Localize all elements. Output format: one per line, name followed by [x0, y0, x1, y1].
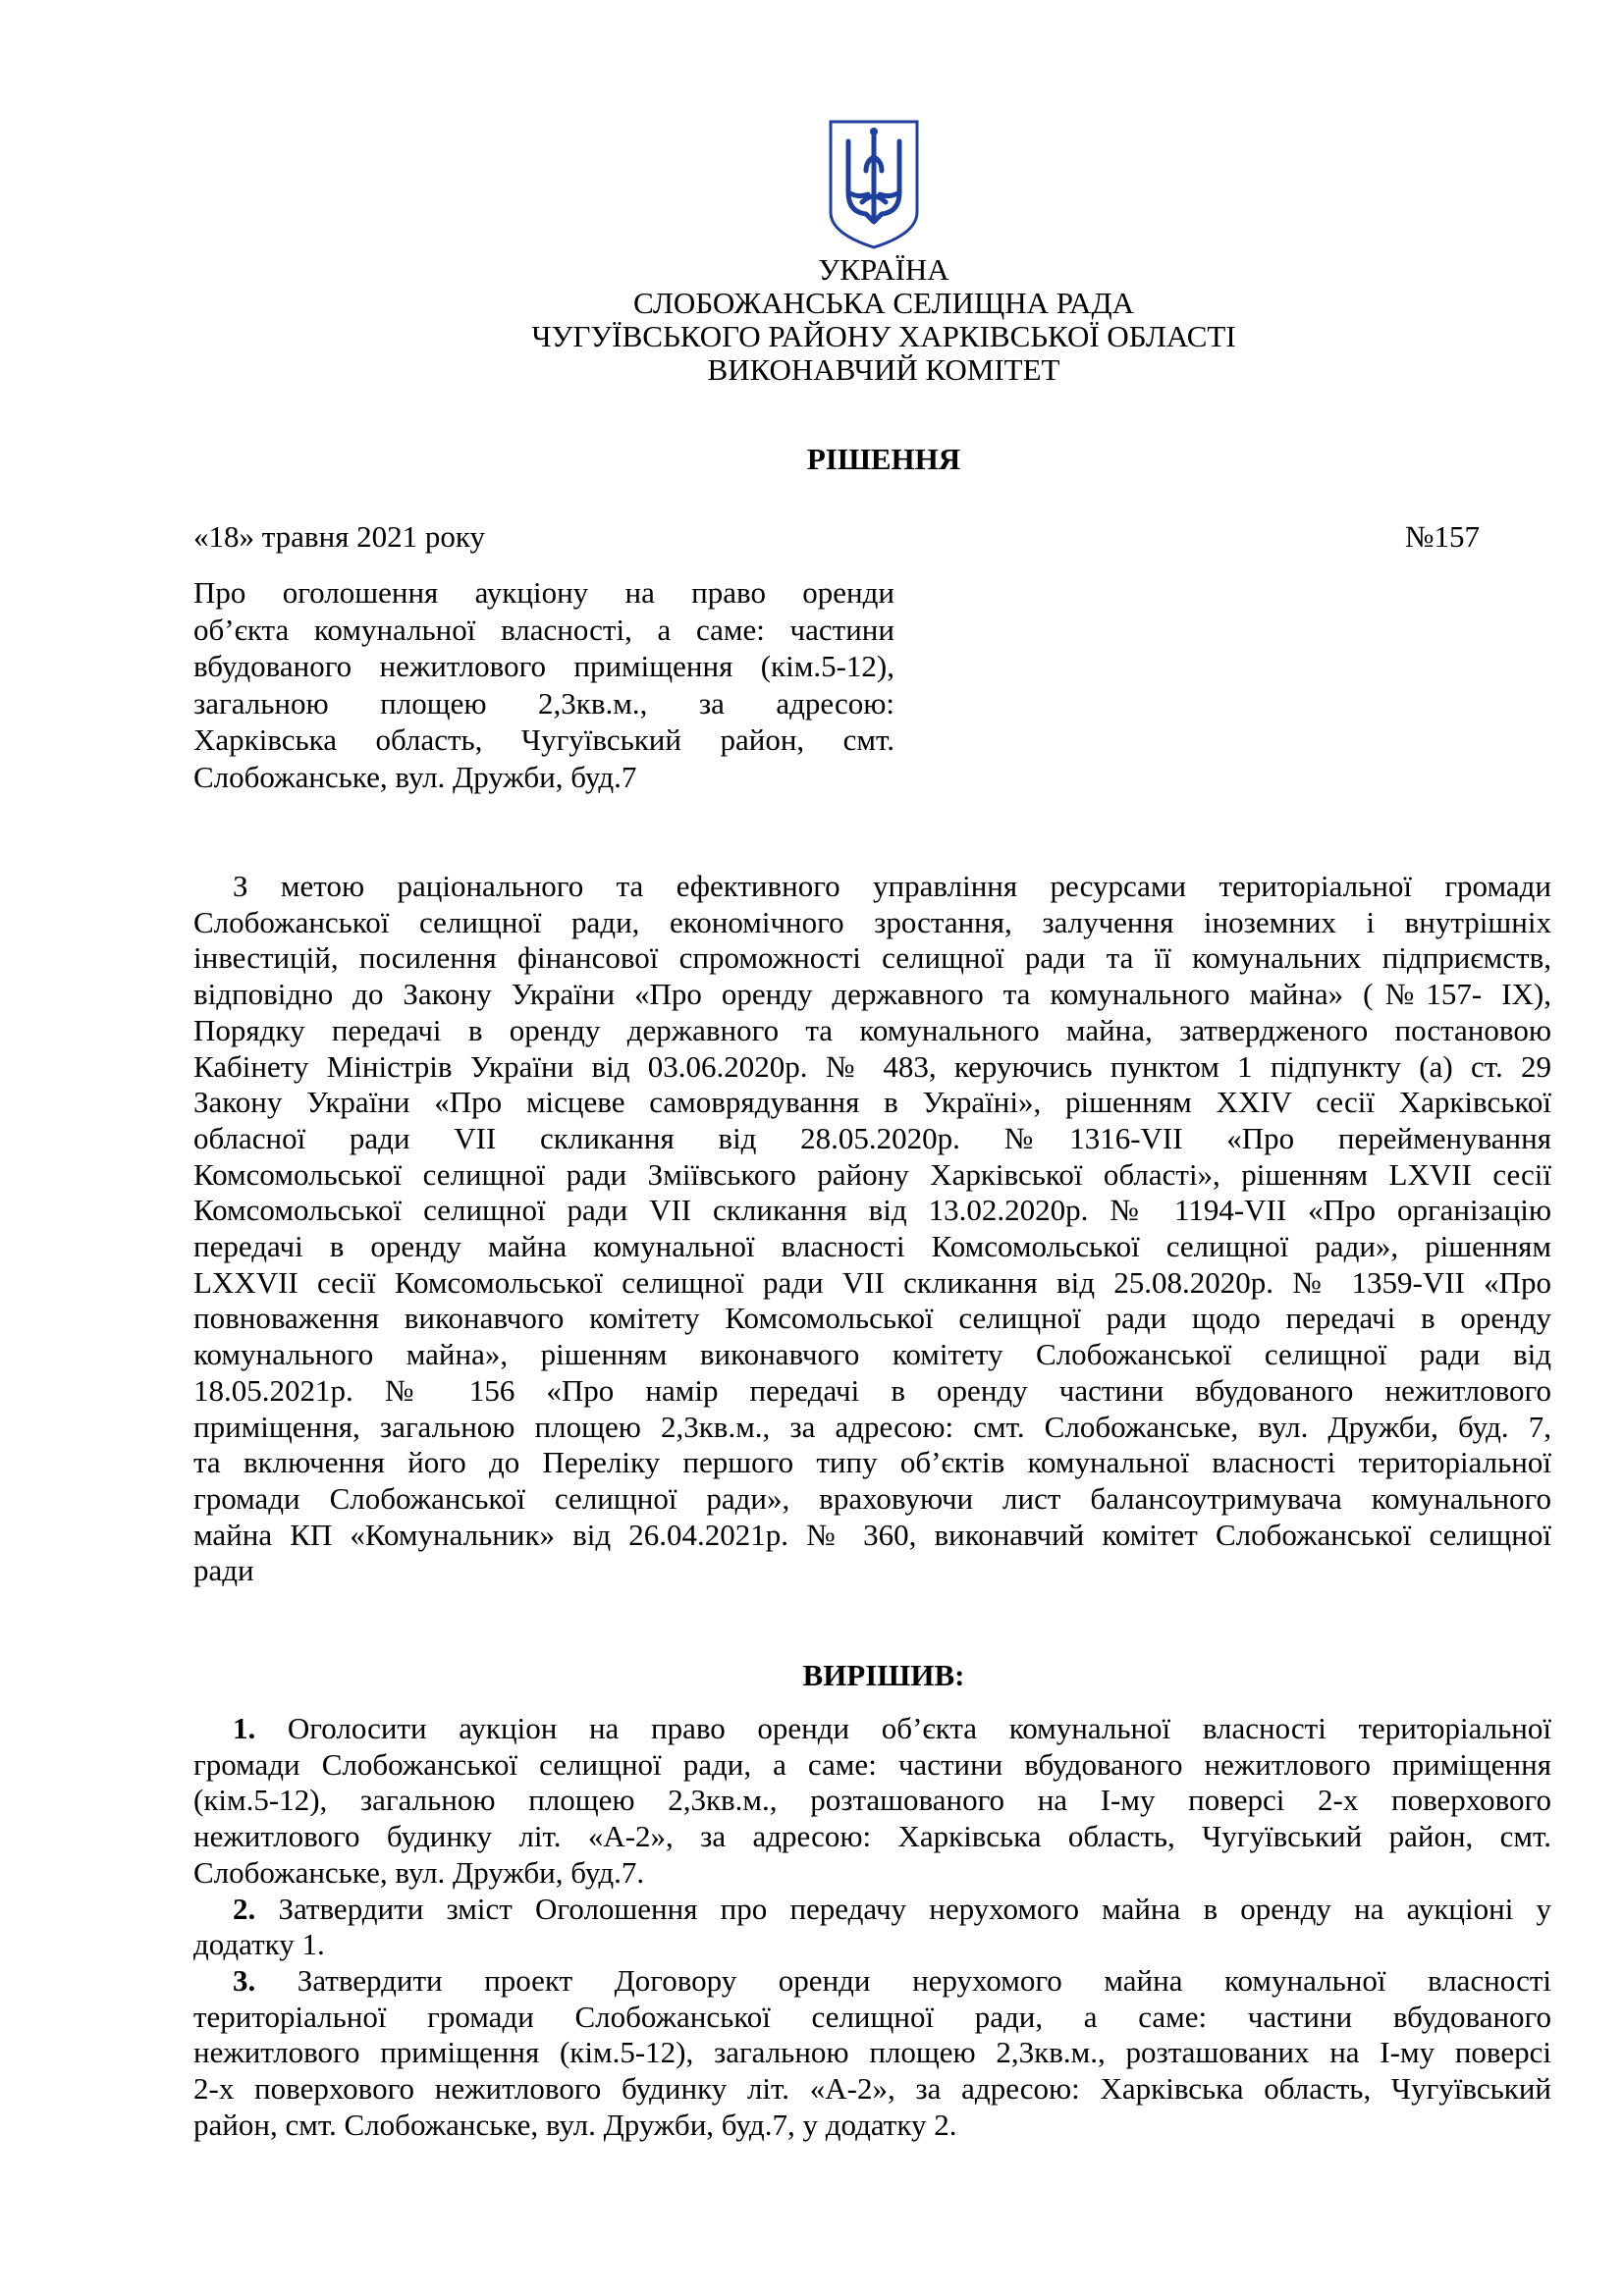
paragraph-line: Комсомольської селищної ради Зміївського району Харківської області», рішенням LXVII сесії: [193, 1156, 1551, 1192]
coat-of-arms-icon: [827, 118, 921, 251]
decision-items: [193, 1711, 1551, 2143]
item-3-line: нежитлового приміщення (кім.5-12), загальною площею 2,3кв.м., розташованих на І-му поверсі: [193, 2035, 1551, 2070]
item-3-line: територіальної громади Слобожанської селищної ради, а саме: частини вбудованого: [193, 1999, 1551, 2034]
decision-date: «18» травня 2021 року: [193, 519, 486, 554]
paragraph-line: приміщення, загальною площею 2,3кв.м., за адресою: смт. Слобожанське, вул. Дружби, буд. 7,: [193, 1409, 1551, 1444]
item-3-line: [193, 1963, 1551, 2000]
item-3-line: район, смт. Слобожанське, вул. Дружби, буд.7, у додатку 2.: [193, 2107, 957, 2142]
preamble-paragraph: [193, 869, 1551, 1589]
item-1-line: [193, 1711, 1551, 1747]
subject-line: вбудованого нежитлового приміщення (кім.5-12),: [193, 649, 894, 683]
item-1-line: нежитлового будинку літ. «А-2», за адресою: Харківська область, Чугуївський район, смт.: [193, 1819, 1551, 1854]
item-3-line: 2-х поверхового нежитлового будинку літ. «А-2», за адресою: Харківська область, Чугуївський: [193, 2071, 1551, 2107]
paragraph-line: Комсомольської селищної ради VII скликання від 13.02.2020р. № 1194-VII «Про організацію: [193, 1193, 1551, 1228]
paragraph-line: Кабінету Міністрів України від 03.06.2020р. № 483, керуючись пунктом 1 підпункту (а) ст. 29: [193, 1048, 1551, 1084]
paragraph-line: LXXVII сесії Комсомольської селищної ради VII скликання від 25.08.2020р. № 1359-VII «Про: [193, 1264, 1551, 1300]
header-council: СЛОБОЖАНСЬКА СЕЛИЩНА РАДА: [633, 286, 1134, 320]
item-text: Оголосити аукціон на право оренди об’єкта комунальної власності територіальної: [255, 1711, 1551, 1745]
item-number: 2.: [233, 1891, 256, 1926]
paragraph-line: комунального майна», рішенням виконавчого комітету Слобожанської селищної ради від: [193, 1337, 1551, 1372]
subject-line: Про оголошення аукціону на право оренди: [193, 575, 894, 610]
paragraph-line: повноваження виконавчого комітету Комсомольської селищної ради щодо передачі в оренду: [193, 1301, 1551, 1336]
header-country: УКРАЇНА: [818, 252, 949, 287]
item-text: Затвердити зміст Оголошення про передачу нерухомого майна в оренду на аукціоні у: [255, 1891, 1551, 1926]
subject-line: Харківська область, Чугуївський район, смт.: [193, 722, 894, 757]
subject-line: загальною площею 2,3кв.м., за адресою:: [193, 685, 894, 721]
item-1-line: громади Слобожанської селищної ради, а саме: частини вбудованого нежитлового приміщення: [193, 1746, 1551, 1782]
subject-line: Слобожанське, вул. Дружби, буд.7: [193, 759, 637, 794]
document-header: [196, 253, 1571, 387]
subject-line: об’єкта комунальної власності, а саме: частини: [193, 612, 894, 647]
paragraph-line: Порядку передачі в оренду державного та комунального майна, затвердженого постановою: [193, 1012, 1551, 1047]
item-1-line: (кім.5-12), загальною площею 2,3кв.м., розташованого на І-му поверсі 2-х поверхового: [193, 1783, 1551, 1818]
paragraph-line: ради: [193, 1553, 254, 1588]
decision-number: №157: [1404, 519, 1480, 554]
paragraph-line: Закону України «Про місцеве самоврядування в Україні», рішенням XXIV сесії Харківської: [193, 1085, 1551, 1120]
item-1-line: Слобожанське, вул. Дружби, буд.7.: [193, 1854, 645, 1890]
header-district: ЧУГУЇВСЬКОГО РАЙОНУ ХАРКІВСЬКОЇ ОБЛАСТІ: [531, 319, 1236, 353]
document-title: РІШЕННЯ: [806, 442, 961, 476]
decision-subject: [193, 574, 894, 795]
paragraph-line: З метою раціонального та ефективного управління ресурсами територіальної громади: [233, 869, 1551, 903]
item-2-line: [193, 1892, 1551, 1928]
item-2-line: додатку 1.: [193, 1927, 325, 1962]
decided-heading: ВИРІШИВ:: [802, 1658, 965, 1692]
paragraph-line: громади Слобожанської селищної ради», враховуючи лист балансоутримувача комунального: [193, 1480, 1551, 1516]
paragraph-line: інвестицій, посилення фінансової спроможності селищної ради та її комунальних підприємств,: [193, 940, 1551, 976]
paragraph-line: Слобожанської селищної ради, економічного зростання, залучення іноземних і внутрішніх: [193, 904, 1551, 939]
paragraph-line: 18.05.2021р. № 156 «Про намір передачі в оренду частини вбудованого нежитлового: [193, 1372, 1551, 1408]
paragraph-line: майна КП «Комунальник» від 26.04.2021р. № 360, виконавчий комітет Слобожанської селищної: [193, 1517, 1551, 1552]
header-committee: ВИКОНАВЧИЙ КОМІТЕТ: [707, 352, 1060, 387]
item-text: Затвердити проект Договору оренди нерухомого майна комунальної власності: [255, 1962, 1551, 1998]
item-number: 1.: [233, 1711, 256, 1745]
item-number: 3.: [233, 1962, 256, 1998]
paragraph-line: відповідно до Закону України «Про оренду державного та комунального майна» (№157- IX),: [193, 977, 1551, 1012]
paragraph-line: передачі в оренду майна комунальної власності Комсомольської селищної ради», рішенням: [193, 1229, 1551, 1264]
paragraph-line: та включення його до Переліку першого типу об’єктів комунальної власності територіальної: [193, 1445, 1551, 1480]
paragraph-line: обласної ради VII скликання від 28.05.2020р. №1316-VII «Про перейменування: [193, 1120, 1551, 1155]
